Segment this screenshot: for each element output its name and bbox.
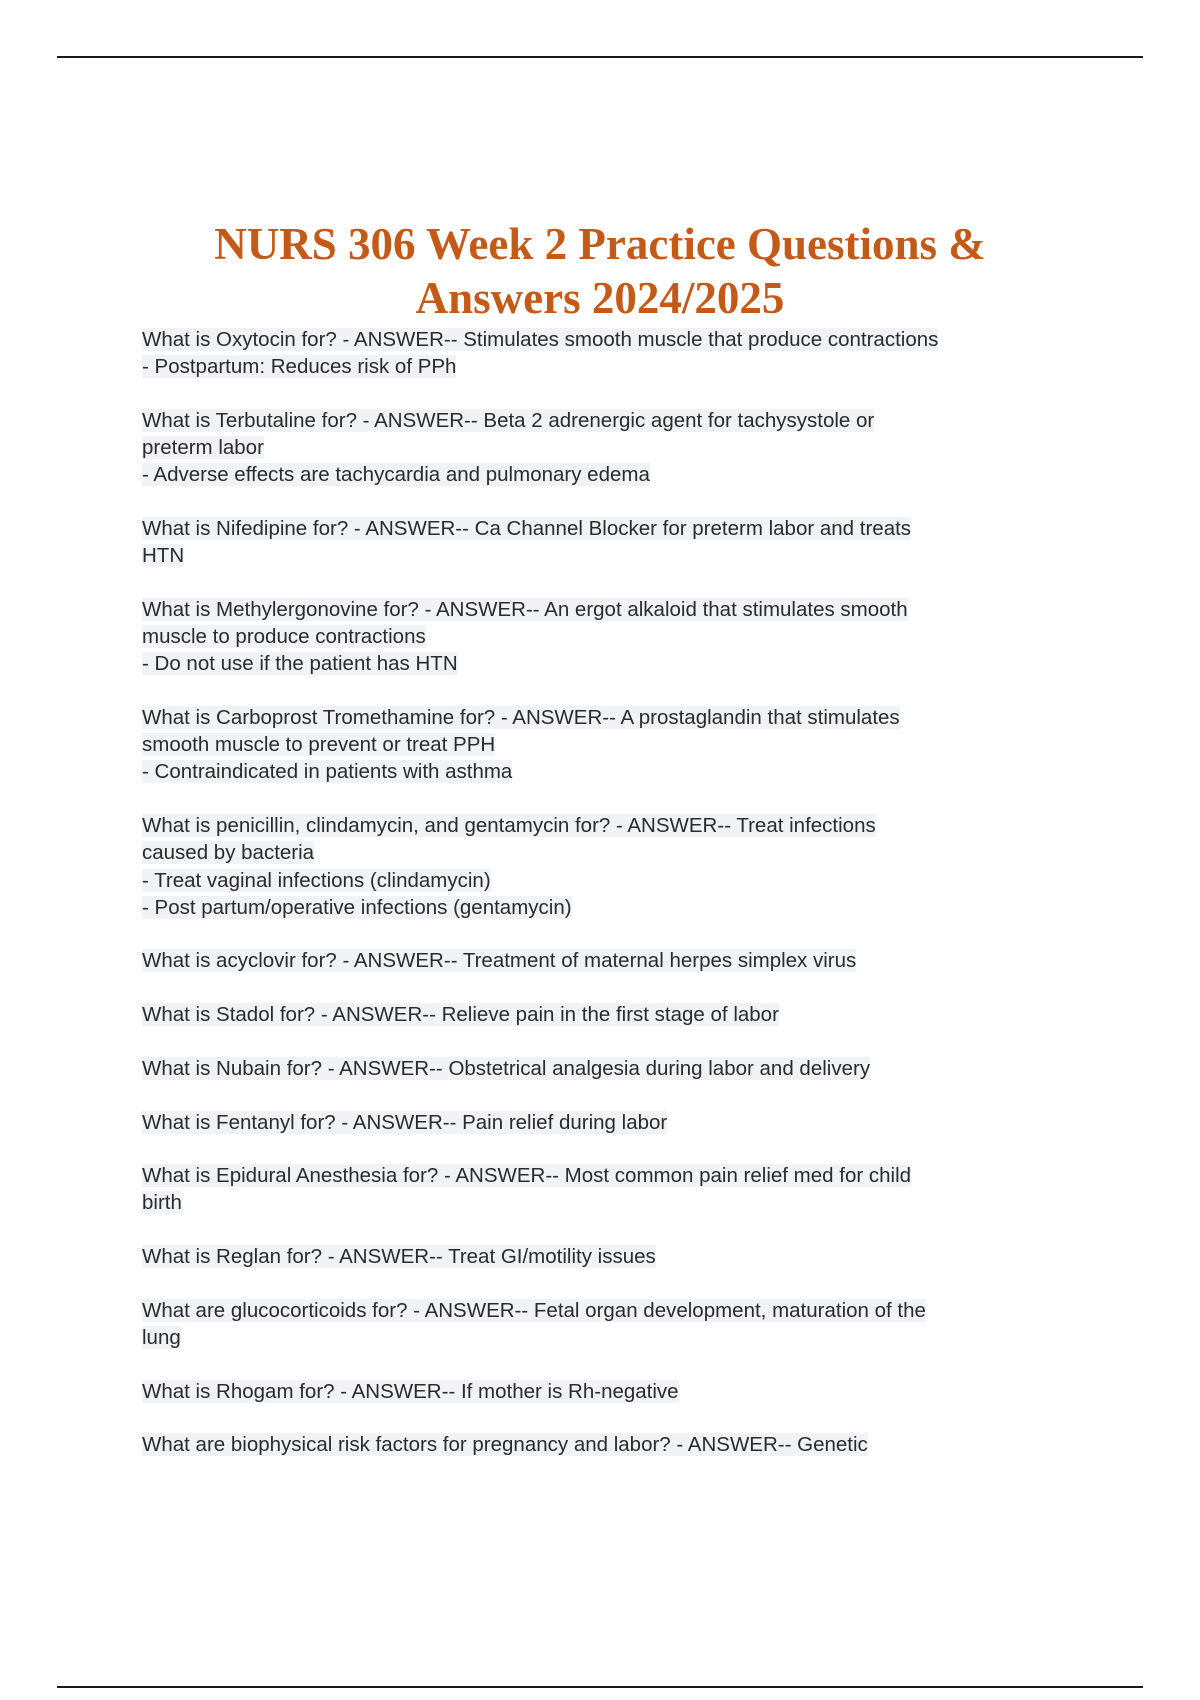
qa-line-text: - Contraindicated in patients with asthma [142, 760, 513, 784]
qa-line-text: - Adverse effects are tachycardia and pulmonary edema [142, 463, 650, 487]
qa-line-text: What is Rhogam for? - ANSWER-- If mother is Rh-negative [142, 1379, 679, 1403]
qa-line-text: smooth muscle to prevent or treat PPH [142, 733, 496, 757]
qa-item [142, 1109, 1072, 1136]
qa-line-text: What is Terbutaline for? - ANSWER-- Beta 2 adrenergic agent for tachysystole or [142, 408, 875, 432]
title-line-1: NURS 306 Week 2 Practice Questions & [214, 219, 986, 269]
qa-answer-line [142, 353, 1072, 380]
qa-line-text: What is Reglan for? - ANSWER-- Treat GI/motility issues [142, 1245, 656, 1269]
qa-line-text: What is Carboprost Tromethamine for? - ANSWER-- A prostaglandin that stimulates [142, 706, 900, 730]
qa-answer-line [142, 650, 1072, 677]
qa-item [142, 1378, 1072, 1405]
qa-item [142, 704, 1072, 786]
qa-line-text: - Treat vaginal infections (clindamycin) [142, 868, 491, 892]
qa-item [142, 1297, 1072, 1351]
qa-line-text: caused by bacteria [142, 841, 315, 865]
qa-question-line [142, 596, 1072, 623]
qa-line-text: What are glucocorticoids for? - ANSWER-- Fetal organ development, maturation of the [142, 1298, 926, 1322]
qa-answer-line [142, 758, 1072, 785]
qa-question-line [142, 1378, 1072, 1405]
qa-question-line [142, 515, 1072, 542]
qa-question-line [142, 812, 1072, 839]
qa-answer-line [142, 894, 1072, 921]
qa-answer-line [142, 461, 1072, 488]
qa-line-text: What is Nubain for? - ANSWER-- Obstetrical analgesia during labor and delivery [142, 1056, 871, 1080]
qa-answer-line [142, 1324, 1072, 1351]
qa-question-line [142, 1001, 1072, 1028]
qa-answer-line [142, 623, 1072, 650]
qa-item [142, 1243, 1072, 1270]
top-rule [57, 56, 1143, 58]
qa-line-text: What is penicillin, clindamycin, and gentamycin for? - ANSWER-- Treat infections [142, 814, 876, 838]
qa-question-line [142, 1109, 1072, 1136]
qa-question-line [142, 1162, 1072, 1189]
qa-item [142, 812, 1072, 921]
qa-answer-line [142, 1189, 1072, 1216]
qa-answer-line [142, 434, 1072, 461]
qa-item [142, 1431, 1072, 1458]
qa-answer-line [142, 542, 1072, 569]
qa-line-text: muscle to produce contractions [142, 625, 426, 649]
qa-item [142, 1162, 1072, 1216]
qa-line-text: What is Stadol for? - ANSWER-- Relieve pain in the first stage of labor [142, 1003, 779, 1027]
qa-list [142, 326, 1072, 1485]
qa-question-line [142, 407, 1072, 434]
qa-question-line [142, 326, 1072, 353]
qa-line-text: birth [142, 1191, 182, 1215]
qa-question-line [142, 704, 1072, 731]
qa-answer-line [142, 731, 1072, 758]
qa-line-text: What is Methylergonovine for? - ANSWER-- An ergot alkaloid that stimulates smooth [142, 597, 908, 621]
qa-line-text: - Post partum/operative infections (gentamycin) [142, 895, 572, 919]
qa-item [142, 596, 1072, 678]
qa-line-text: What is acyclovir for? - ANSWER-- Treatment of maternal herpes simplex virus [142, 949, 857, 973]
page-title [80, 217, 1120, 325]
qa-question-line [142, 1297, 1072, 1324]
qa-item [142, 947, 1072, 974]
qa-answer-line [142, 867, 1072, 894]
qa-line-text: What is Oxytocin for? - ANSWER-- Stimulates smooth muscle that produce contractions [142, 328, 939, 351]
qa-question-line [142, 1243, 1072, 1270]
qa-question-line [142, 1055, 1072, 1082]
qa-line-text: - Postpartum: Reduces risk of PPh [142, 355, 457, 379]
qa-item [142, 1055, 1072, 1082]
qa-answer-line [142, 839, 1072, 866]
qa-line-text: What is Fentanyl for? - ANSWER-- Pain relief during labor [142, 1110, 668, 1134]
qa-question-line [142, 1431, 1072, 1458]
qa-question-line [142, 947, 1072, 974]
qa-line-text: HTN [142, 544, 185, 568]
title-line-2: Answers 2024/2025 [415, 273, 785, 323]
qa-line-text: What is Epidural Anesthesia for? - ANSWER-- Most common pain relief med for child [142, 1164, 912, 1188]
qa-item [142, 1001, 1072, 1028]
bottom-rule [57, 1686, 1143, 1688]
qa-item [142, 326, 1072, 380]
qa-item [142, 407, 1072, 489]
qa-line-text: preterm labor [142, 436, 264, 460]
qa-line-text: What is Nifedipine for? - ANSWER-- Ca Channel Blocker for preterm labor and treats [142, 517, 912, 541]
qa-item [142, 515, 1072, 569]
qa-line-text: lung [142, 1326, 181, 1350]
qa-line-text: - Do not use if the patient has HTN [142, 652, 458, 676]
qa-line-text: What are biophysical risk factors for pregnancy and labor? - ANSWER-- Genetic [142, 1433, 868, 1457]
